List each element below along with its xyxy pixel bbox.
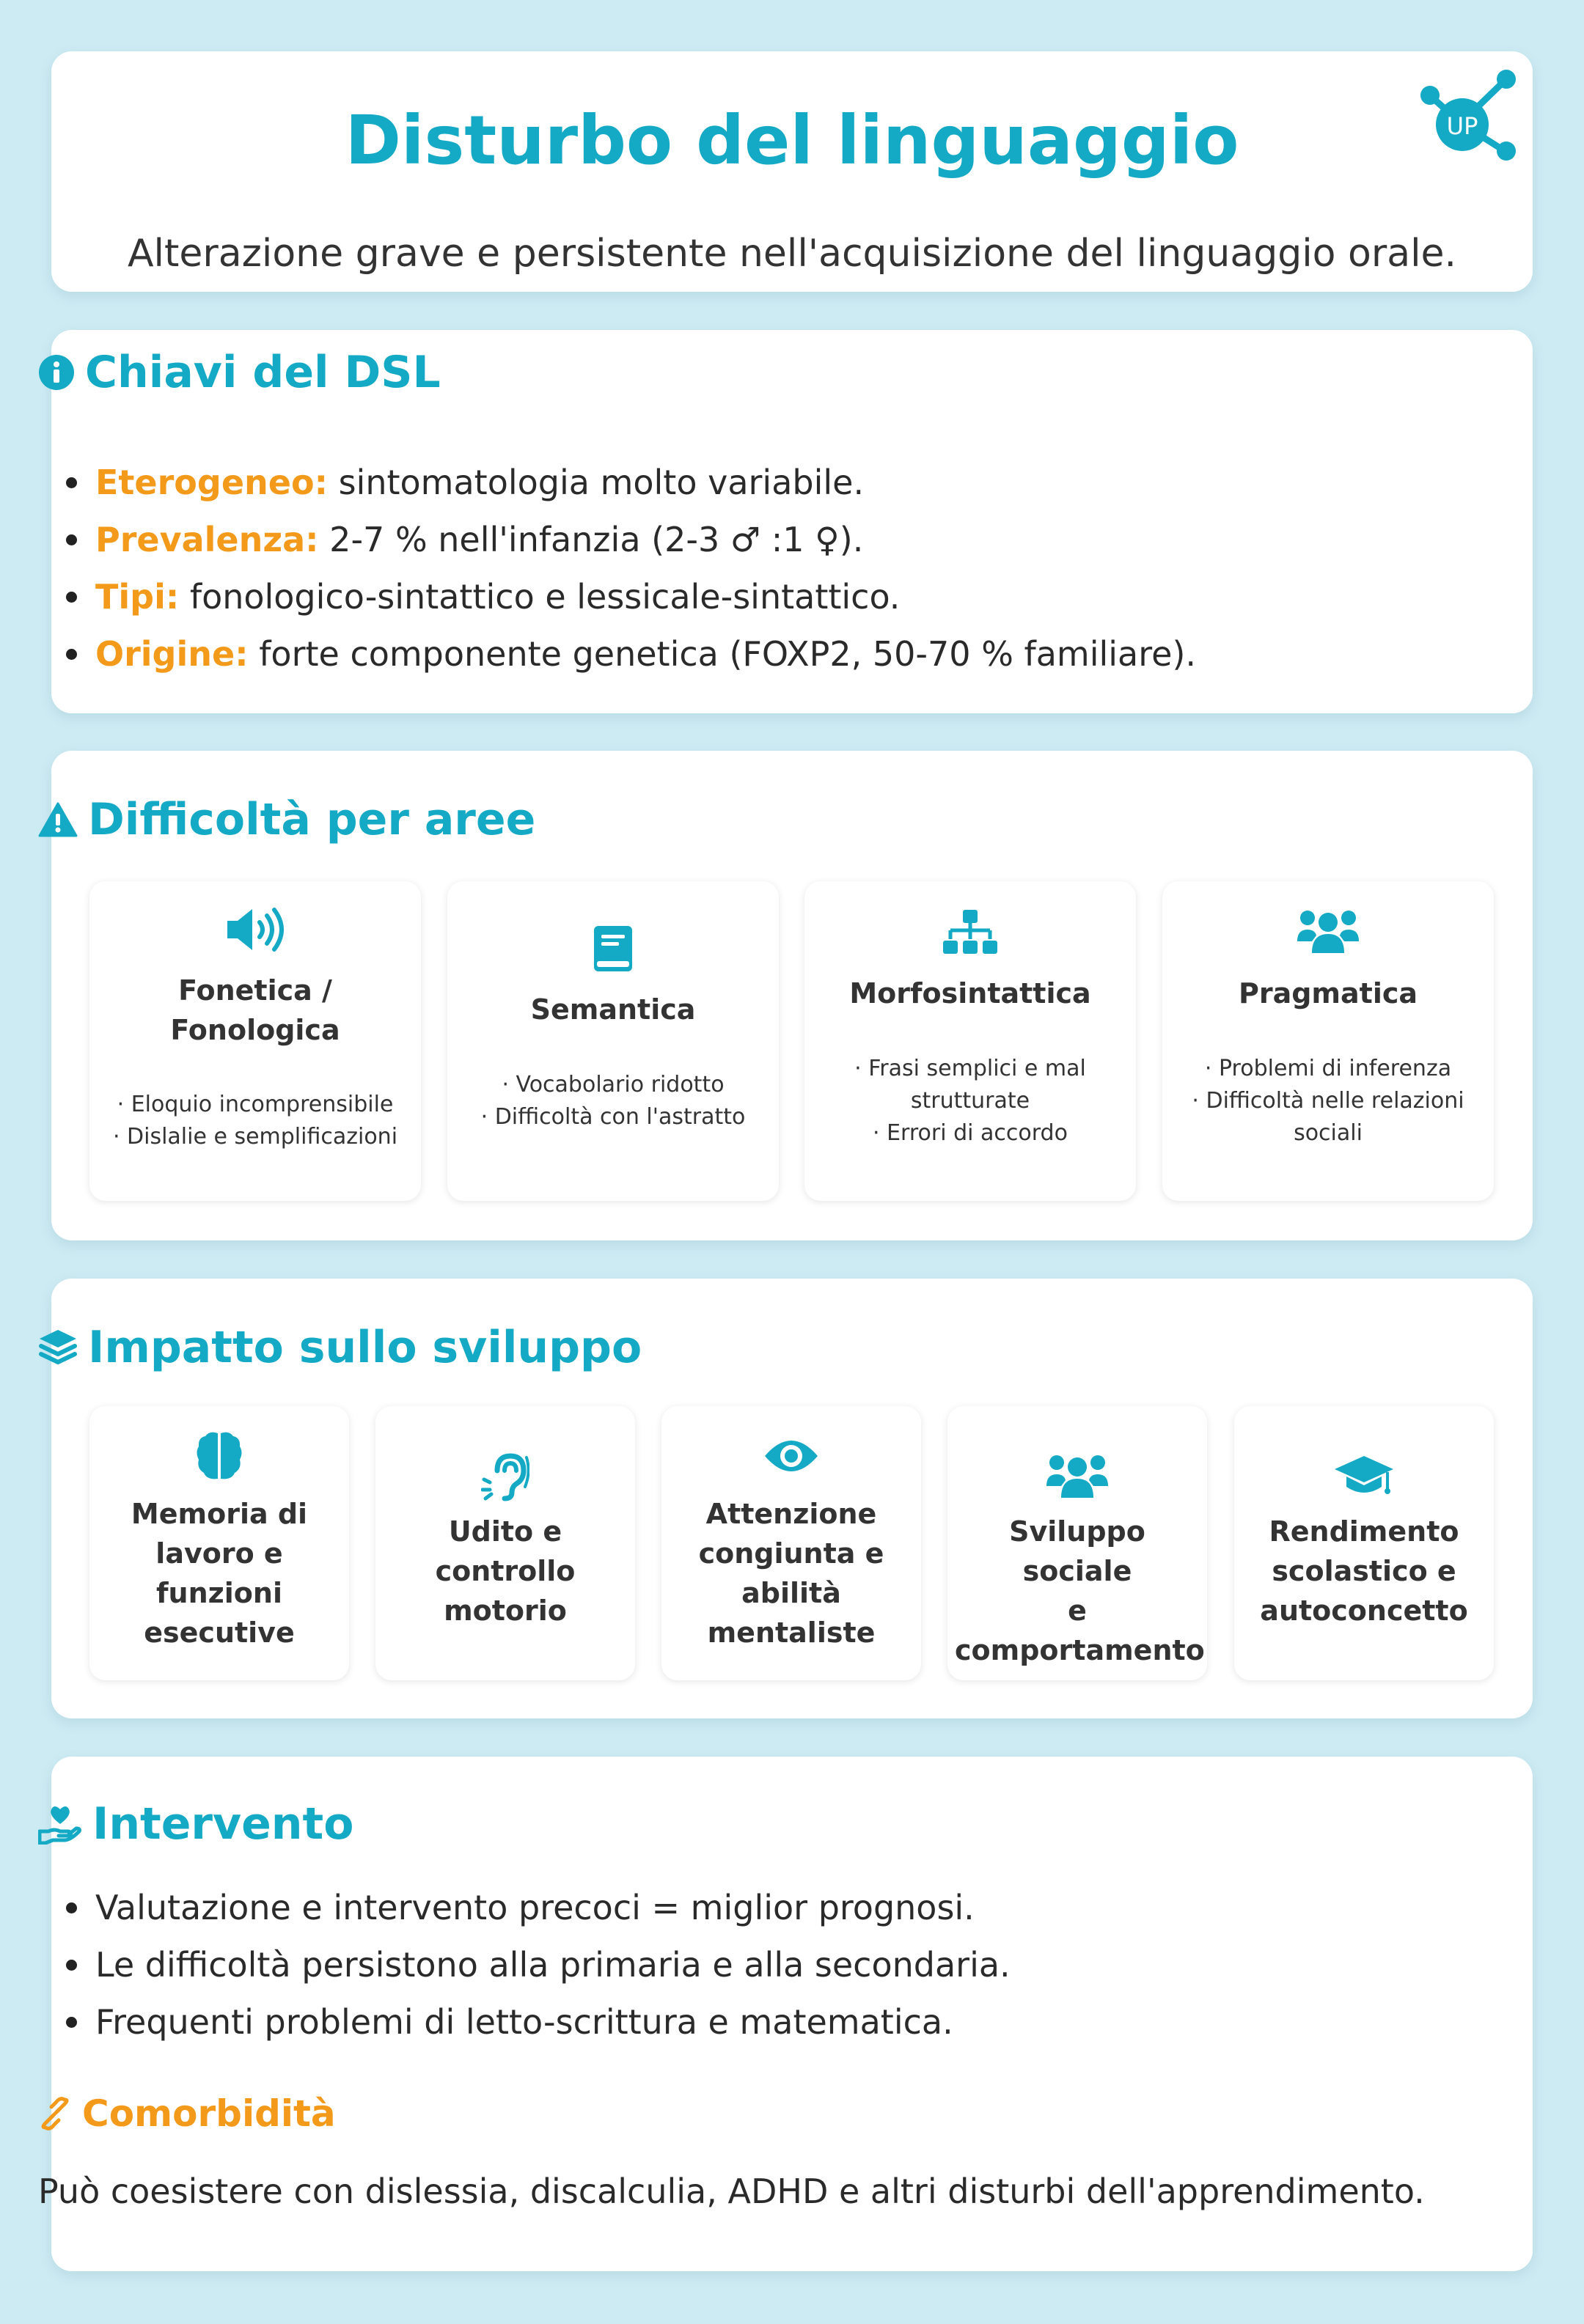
area-description: · Frasi semplici e mal strutturate · Errori di accordo (854, 1056, 1086, 1146)
area-name: Fonetica / Fonologica (170, 974, 340, 1046)
layers-icon (38, 1328, 78, 1367)
impact-tile-rendimento (1234, 1406, 1494, 1680)
impact-tile-attenzione (661, 1406, 921, 1680)
list-item: Tipi: fonologico-sintattico e lessicale-sintattico. (95, 568, 1196, 625)
list-item: Le difficoltà persistono alla primaria e alla secondaria. (95, 1936, 1011, 1993)
keys-title-text: Chiavi del DSL (85, 347, 441, 398)
header-card (51, 51, 1533, 292)
area-tile-pragmatica (1162, 881, 1494, 1201)
impact-tile-udito (375, 1406, 635, 1680)
impact-name: Memoria di lavoro e funzioni esecutive (131, 1498, 308, 1649)
impact-section-title (38, 1322, 642, 1373)
area-name: Morfosintattica (849, 977, 1091, 1010)
area-tile-morfosintattica (804, 881, 1136, 1201)
logo-text: UP (1446, 112, 1478, 140)
difficulties-section-title (38, 794, 535, 845)
keys-list (95, 454, 1196, 683)
comorbidity-text: Può coesistere con dislessia, discalculia, ADHD e altri disturbi dell'apprendimento. (38, 2172, 1425, 2211)
graduation-cap-icon (1333, 1453, 1395, 1499)
area-description: · Vocabolario ridotto · Difficoltà con l'astratto (480, 1072, 746, 1130)
comorbidity-title-text: Comorbidità (82, 2092, 336, 2135)
area-description: · Problemi di inferenza · Difficoltà nelle relazioni sociali (1192, 1056, 1464, 1146)
intervention-list (95, 1879, 1011, 2051)
page-subtitle: Alterazione grave e persistente nell'acquisizione del linguaggio orale. (127, 232, 1457, 276)
list-item: Origine: forte componente genetica (FOXP2, 50-70 % familiare). (95, 625, 1196, 683)
comorbidity-title (38, 2092, 336, 2136)
intervention-title-text: Intervento (92, 1798, 354, 1850)
keys-section-title (38, 347, 441, 398)
users-group-icon (1046, 1454, 1108, 1498)
info-circle-icon (38, 354, 75, 391)
impact-name: Attenzione congiunta e abilità mentaliste (698, 1498, 884, 1649)
brain-icon (195, 1430, 243, 1482)
intervention-section-title (38, 1798, 353, 1850)
list-item: Prevalenza: 2-7 % nell'infanzia (2-3 ♂ :1 ♀). (95, 511, 1196, 568)
book-icon (593, 924, 634, 973)
list-item: Frequenti problemi di letto-scrittura e matematica. (95, 1993, 1011, 2051)
area-tile-fonetica (89, 881, 421, 1201)
users-group-icon (1297, 909, 1359, 953)
eye-icon (763, 1435, 819, 1477)
area-description: · Eloquio incomprensibile · Dislalie e semplificazioni (112, 1092, 398, 1150)
impact-tile-sociale (947, 1406, 1207, 1680)
area-name: Semantica (530, 993, 696, 1026)
list-item: Valutazione e intervento precoci = miglior prognosi. (95, 1879, 1011, 1936)
volume-speaker-icon (224, 906, 286, 953)
area-tile-semantica (447, 881, 779, 1201)
list-item: Eterogeneo: sintomatologia molto variabile. (95, 454, 1196, 511)
difficulties-title-text: Difficoltà per aree (88, 794, 536, 845)
sitemap-icon (943, 910, 997, 955)
impact-name: Sviluppo sociale e comportamento (955, 1515, 1205, 1666)
warning-triangle-icon (38, 802, 78, 837)
hand-holding-heart-icon (38, 1803, 82, 1845)
area-name: Pragmatica (1238, 977, 1418, 1010)
molecule-up-logo (1417, 65, 1519, 167)
page-title: Disturbo del linguaggio (345, 101, 1239, 180)
impact-title-text: Impatto sullo sviluppo (88, 1322, 642, 1373)
link-chain-icon (38, 2097, 72, 2130)
impact-name: Rendimento scolastico e autoconcetto (1260, 1515, 1468, 1627)
impact-name: Udito e controllo motorio (435, 1515, 576, 1627)
impact-tile-memoria (89, 1406, 349, 1680)
ear-listen-icon (481, 1450, 529, 1501)
